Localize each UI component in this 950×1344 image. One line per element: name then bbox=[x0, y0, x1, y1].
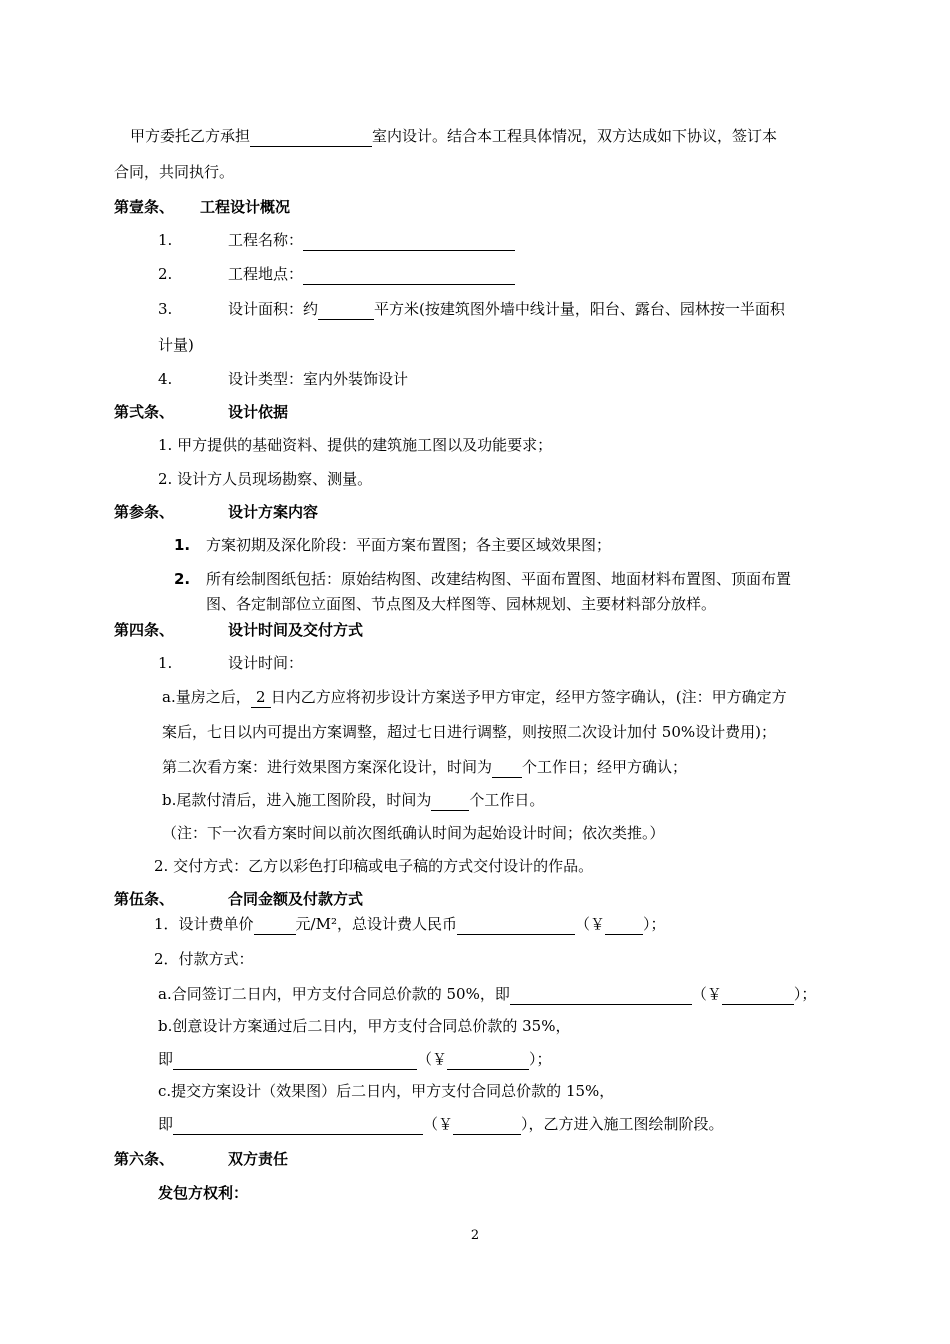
design-type-line: 设计类型：室内外装饰设计 bbox=[228, 370, 409, 388]
unit-price-blank bbox=[254, 914, 296, 935]
project-name-blank bbox=[303, 230, 515, 251]
item-number: 4. bbox=[158, 370, 173, 388]
second-review-days-blank bbox=[492, 757, 522, 778]
article-2-title: 设计依据 bbox=[228, 403, 289, 421]
close-paren: ）； bbox=[793, 985, 817, 1003]
basis-item-2: 2. 设计方人员现场勘察、测量。 bbox=[158, 470, 373, 488]
total-fee-figure-blank bbox=[605, 914, 643, 935]
design-time-b-line bbox=[162, 790, 544, 811]
article-1-number: 第壹条、 bbox=[114, 198, 175, 216]
item-number: 2. bbox=[174, 570, 191, 588]
article-6-number: 第六条、 bbox=[114, 1150, 175, 1168]
payment-c-blank bbox=[173, 1114, 423, 1135]
item-number: 1. bbox=[158, 654, 173, 672]
unit-price-label: 1．设计费单价 bbox=[154, 915, 254, 933]
design-area-line-2: 计量) bbox=[158, 336, 194, 354]
design-time-a-line-2: 案后，七日以内可提出方案调整，超过七日进行调整，则按照二次设计加付 50%设计费用)； bbox=[162, 723, 776, 741]
article-4-title: 设计时间及交付方式 bbox=[228, 621, 364, 639]
fee-line bbox=[154, 914, 666, 935]
design-time-a-text-cont: 日内乙方应将初步设计方案送予甲方审定，经甲方签字确认，(注：甲方确定方 bbox=[270, 688, 787, 706]
close-paren: ）； bbox=[643, 915, 666, 933]
basis-item-1: 1. 甲方提供的基础资料、提供的建筑施工图以及功能要求； bbox=[158, 436, 553, 454]
design-time-a-line-1 bbox=[162, 687, 787, 708]
yuan-symbol: （￥ bbox=[423, 1115, 454, 1133]
yuan-symbol: （￥ bbox=[417, 1050, 448, 1068]
item-number: 2. bbox=[158, 265, 173, 283]
payment-method-label: 2．付款方式： bbox=[154, 950, 254, 968]
design-area-label: 设计面积：约 bbox=[228, 300, 319, 318]
payment-c-line-1: c.提交方案设计（效果图）后二日内，甲方支付合同总价款的 15%， bbox=[158, 1082, 615, 1100]
design-days-value: 2 bbox=[251, 687, 271, 708]
close-paren: ）； bbox=[529, 1050, 552, 1068]
article-6-title: 双方责任 bbox=[228, 1150, 289, 1168]
delivery-method: 2. 交付方式：乙方以彩色打印稿或电子稿的方式交付设计的作品。 bbox=[154, 857, 594, 875]
construction-days-blank bbox=[431, 790, 469, 811]
design-area-text: 平方米(按建筑图外墙中线计量，阳台、露台、园林按一半面积 bbox=[374, 300, 785, 318]
second-review-text: 第二次看方案：进行效果图方案深化设计，时间为 bbox=[162, 758, 493, 776]
page-number: 2 bbox=[470, 1228, 480, 1243]
scheme-item-2-line-1: 所有绘制图纸包括：原始结构图、改建结构图、平面布置图、地面材料布置图、顶面布置 bbox=[206, 570, 792, 588]
scheme-item-1: 方案初期及深化阶段：平面方案布置图；各主要区域效果图； bbox=[206, 536, 612, 554]
payment-a-text: a.合同签订二日内，甲方支付合同总价款的 50%，即 bbox=[158, 985, 510, 1003]
payment-a-line bbox=[158, 984, 816, 1005]
design-time-label: 设计时间： bbox=[228, 654, 304, 672]
payment-a-figure-blank bbox=[722, 984, 794, 1005]
payment-b-line-2 bbox=[158, 1049, 552, 1070]
payment-b-ji: 即 bbox=[158, 1050, 174, 1068]
article-4-number: 第四条、 bbox=[114, 621, 175, 639]
item-number: 3. bbox=[158, 300, 173, 318]
project-blank bbox=[250, 126, 372, 147]
intro-line-2: 合同，共同执行。 bbox=[114, 163, 235, 181]
article-2-number: 第弍条、 bbox=[114, 403, 175, 421]
article-3-number: 第参条、 bbox=[114, 503, 175, 521]
employer-rights-heading: 发包方权利： bbox=[158, 1184, 249, 1202]
yuan-symbol: （￥ bbox=[574, 915, 605, 933]
total-fee-blank bbox=[457, 914, 575, 935]
project-location-label: 工程地点： bbox=[228, 265, 304, 283]
design-area-blank bbox=[318, 299, 374, 320]
payment-c-line-2 bbox=[158, 1114, 724, 1135]
review-note: （注：下一次看方案时间以前次图纸确认时间为起始设计时间；依次类推。） bbox=[162, 824, 665, 842]
design-time-b-text: b.尾款付清后，进入施工图阶段，时间为 bbox=[162, 791, 432, 809]
project-name-label: 工程名称： bbox=[228, 231, 304, 249]
article-5-number: 第伍条、 bbox=[114, 890, 175, 908]
yuan-symbol: （￥ bbox=[691, 985, 722, 1003]
intro-text: 甲方委托乙方承担 bbox=[130, 127, 251, 145]
payment-b-figure-blank bbox=[447, 1049, 529, 1070]
payment-a-blank bbox=[510, 984, 692, 1005]
payment-b-line-1: b.创意设计方案通过后二日内，甲方支付合同总价款的 35%， bbox=[158, 1017, 571, 1035]
design-time-b-text-cont: 个工作日。 bbox=[469, 791, 545, 809]
item-number: 1. bbox=[174, 536, 191, 554]
project-location-blank bbox=[303, 264, 515, 285]
payment-c-figure-blank bbox=[453, 1114, 521, 1135]
design-area-line bbox=[228, 299, 785, 320]
project-name-line bbox=[228, 230, 515, 251]
item-number: 1. bbox=[158, 231, 173, 249]
design-time-a-text: a.量房之后， bbox=[162, 688, 251, 706]
project-location-line bbox=[228, 264, 515, 285]
payment-c-ji: 即 bbox=[158, 1115, 174, 1133]
second-review-text-cont: 个工作日；经甲方确认； bbox=[522, 758, 688, 776]
scheme-item-2-line-2: 图、各定制部位立面图、节点图及大样图等、园林规划、主要材料部分放样。 bbox=[206, 595, 717, 613]
article-1-title: 工程设计概况 bbox=[200, 198, 291, 216]
second-review-line bbox=[162, 757, 687, 778]
payment-b-blank bbox=[173, 1049, 417, 1070]
article-5-title: 合同金额及付款方式 bbox=[228, 890, 364, 908]
total-fee-label: 元/M²，总设计费人民币 bbox=[295, 915, 457, 933]
payment-c-text-cont: ），乙方进入施工图绘制阶段。 bbox=[521, 1115, 724, 1133]
intro-line-1 bbox=[130, 126, 777, 147]
intro-text-cont: 室内设计。结合本工程具体情况，双方达成如下协议，签订本 bbox=[372, 127, 778, 145]
article-3-title: 设计方案内容 bbox=[228, 503, 319, 521]
